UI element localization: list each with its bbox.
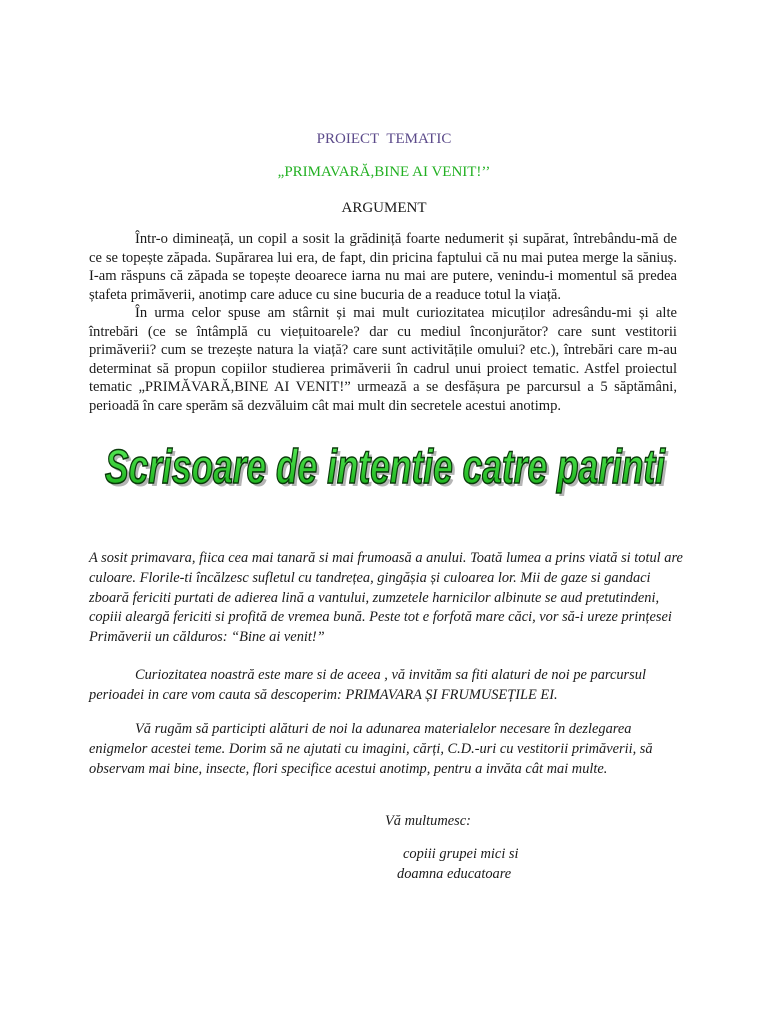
banner-shadow-text: Scrisoare de intentie catre parinti <box>108 444 670 497</box>
letter-paragraph-1: A sosit primavara, fiica cea mai tanară si mai frumoasă a anului. Toată lumea a prins viată si totul are culoare. Florile-ti încălzesc sufletul cu tandrețea, gingășia și culoarea lor. Mii de gaze si gandaci zboară fericiti purtati de adierea lină a vantului, zumzetele harnicilor albinute se aud pretutindeni, copiii aleargă fericiti si profită de vremea bună. Peste tot e forfotă mare căci, vor să-i ureze prințesei Primăverii un călduros: “Bine ai venit!” <box>89 550 683 645</box>
project-title: PROIECT TEMATIC <box>316 131 452 147</box>
banner-text: Scrisoare de intentie catre parinti <box>105 441 667 494</box>
argument-text-1: Într-o dimineață, un copil a sosit la grădiniță foarte nedumerit și supărat, întrebându-mă de ce se topește zăpada. Supărarea lui era, de fapt, din pricina faptului că nu mai putea merge la săniuș. I-am răspuns că zăpada se topește deoarece iarna nu mai are putere, venindu-i momentul să predea ștafeta primăverii, anotimp care aduce cu sine bucuria de a readuce totul la viață. <box>89 231 677 303</box>
argument-text-2: În urma celor spuse am stârnit și mai mult curiozitatea micuților adresându-mi și alte întrebări (ce se întâmplă cu viețuitoarele? dar cu mediul înconjurător? care sunt vestitorii primăverii? cum se trezește natura la viață? care sunt activitățile omului? etc.), întrebări care m-au determinat să propun copiilor studierea primăverii în cadrul unui proiect tematic. Astfel proiectul tematic „PRIMĂVARĂ,BINE AI VENIT!” urmează a se desfășura pe parcursul a 5 săptămâni, perioadă în care sperăm să dezvăluim cât mai mult din secretele acestui anotimp. <box>89 305 677 414</box>
signature-line-2: doamna educatoare <box>397 866 512 882</box>
signature-thanks: Vă multumesc: <box>385 813 471 829</box>
section-heading: ARGUMENT <box>341 200 427 216</box>
project-subtitle: „PRIMAVARĂ,BINE AI VENIT!’’ <box>277 164 491 180</box>
letter-paragraph-3: Vă rugăm să participti alături de noi la adunarea materialelor necesare în dezlegarea enigmelor acestei teme. Dorim să ne ajutati cu imagini, cărți, C.D.-uri cu vestitorii primăverii, să observam mai bine, insecte, flori specifice acestui anotimp, pentru a invăta cât mai multe. <box>89 721 653 777</box>
argument-paragraph-1 <box>89 230 677 304</box>
wordart-banner <box>100 436 670 500</box>
letter-paragraph-2: Curiozitatea noastră este mare si de aceea , vă invităm sa fiti alaturi de noi pe parcursul perioadei in care vom cauta să descoperim: PRIMAVARA ȘI FRUMUSEȚILE EI. <box>89 667 646 703</box>
signature-line-1: copiii grupei mici si <box>403 846 519 862</box>
argument-paragraph-2 <box>89 304 677 415</box>
